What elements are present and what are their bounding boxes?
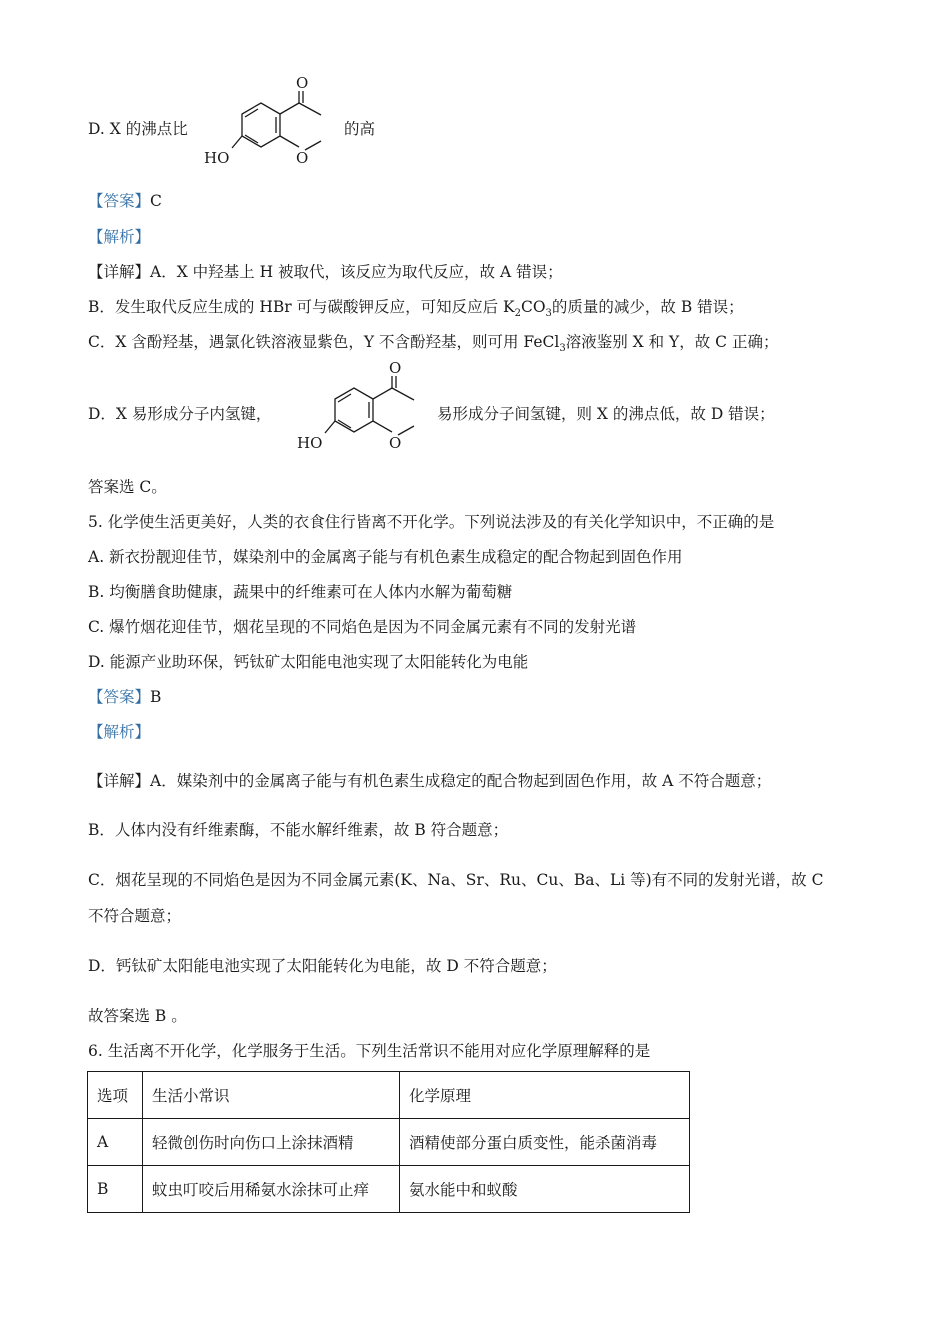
q4-detail-b-sub1: 2 <box>514 308 521 320</box>
q4-detail-b <box>88 297 744 320</box>
q4-detail-c <box>88 332 779 355</box>
q4-detail-c-sub: 3 <box>559 343 566 355</box>
q4-detail-a: 【详解】A．X 中羟基上 H 被取代，该反应为取代反应，故 A 错误； <box>88 263 563 281</box>
q4-option-d-suffix: 的高 <box>344 120 376 138</box>
q5-detail-a: 【详解】A．媒染剂中的金属离子能与有机色素生成稳定的配合物起到固色作用，故 A 不符合题意； <box>88 772 772 790</box>
q4-detail-c-post: 溶液鉴别 X 和 Y，故 C 正确； <box>565 333 779 351</box>
q5-detail-c2: 不符合题意； <box>88 907 182 925</box>
molecule-structure-1 <box>200 74 340 174</box>
q5-answer <box>88 687 161 707</box>
table-cell: 氨水能中和蚁酸 <box>400 1166 690 1213</box>
table-header-row <box>88 1072 690 1119</box>
q4-detail-c-pre: C．X 含酚羟基，遇氯化铁溶液显紫色，Y 不含酚羟基，则可用 FeCl <box>88 333 560 351</box>
table-header-cell: 化学原理 <box>400 1072 690 1119</box>
q4-option-d-prefix: D. X 的沸点比 <box>88 120 188 138</box>
q6-stem: 6. 生活离不开化学，化学服务于生活。下列生活常识不能用对应化学原理解释的是 <box>88 1042 651 1060</box>
answer-value: B <box>150 688 162 706</box>
table-cell: 酒精使部分蛋白质变性，能杀菌消毒 <box>400 1119 690 1166</box>
q6-table <box>87 1071 690 1213</box>
table-row <box>88 1166 690 1213</box>
table-cell: 蚊虫叮咬后用稀氨水涂抹可止痒 <box>143 1166 400 1213</box>
q4-detail-d-post: 易形成分子间氢键，则 X 的沸点低，故 D 错误； <box>437 405 775 423</box>
hydroxyl-label: HO <box>204 149 230 167</box>
table-cell: B <box>88 1166 143 1213</box>
q5-option-d: D. 能源产业助环保，钙钛矿太阳能电池实现了太阳能转化为电能 <box>88 653 529 671</box>
q4-analysis-tag: 【解析】 <box>88 228 151 246</box>
q4-detail-b-post: 的质量的减少，故 B 错误； <box>551 298 744 316</box>
q4-detail-d-pre: D．X 易形成分子内氢键， <box>88 405 272 423</box>
methoxy-o-label: O <box>296 149 309 167</box>
q4-detail-b-sub2: 3 <box>545 308 552 320</box>
table-cell: 轻微创伤时向伤口上涂抹酒精 <box>143 1119 400 1166</box>
q5-analysis-tag: 【解析】 <box>88 723 151 741</box>
q4-detail-b-pre: B．发生取代反应生成的 HBr 可与碳酸钾反应，可知反应后 K <box>88 298 515 316</box>
q4-detail-b-mid: CO <box>520 298 546 316</box>
methoxy-o-label: O <box>389 434 402 452</box>
carbonyl-o-label: O <box>389 359 402 377</box>
table-header-cell: 选项 <box>88 1072 143 1119</box>
q5-option-a: A. 新衣扮靓迎佳节，媒染剂中的金属离子能与有机色素生成稳定的配合物起到固色作用 <box>88 548 683 566</box>
answer-tag: 【答案】 <box>88 688 151 706</box>
answer-value: C <box>150 192 162 210</box>
q5-detail-d: D．钙钛矿太阳能电池实现了太阳能转化为电能，故 D 不符合题意； <box>88 957 557 975</box>
table-cell: A <box>88 1119 143 1166</box>
answer-tag: 【答案】 <box>88 192 151 210</box>
molecule-structure-2 <box>293 359 433 459</box>
q5-detail-c1: C．烟花呈现的不同焰色是因为不同金属元素(K、Na、Sr、Ru、Cu、Ba、Li 等)有不同的发射光谱，故 C <box>88 871 824 889</box>
hydroxyl-label: HO <box>297 434 323 452</box>
table-header-cell: 生活小常识 <box>143 1072 400 1119</box>
q5-stem: 5. 化学使生活更美好，人类的衣食住行皆离不开化学。下列说法涉及的有关化学知识中，不正确的是 <box>88 513 775 531</box>
q5-option-c: C. 爆竹烟花迎佳节，烟花呈现的不同焰色是因为不同金属元素有不同的发射光谱 <box>88 618 637 636</box>
q5-detail-b: B．人体内没有纤维素酶，不能水解纤维素，故 B 符合题意； <box>88 821 509 839</box>
q5-option-b: B. 均衡膳食助健康，蔬果中的纤维素可在人体内水解为葡萄糖 <box>88 583 513 601</box>
q4-answer <box>88 191 162 211</box>
table-row <box>88 1119 690 1166</box>
q4-option-d <box>88 119 188 139</box>
q4-conclusion: 答案选 C。 <box>88 478 167 496</box>
carbonyl-o-label: O <box>296 74 309 92</box>
q5-conclusion: 故答案选 B 。 <box>88 1007 187 1025</box>
